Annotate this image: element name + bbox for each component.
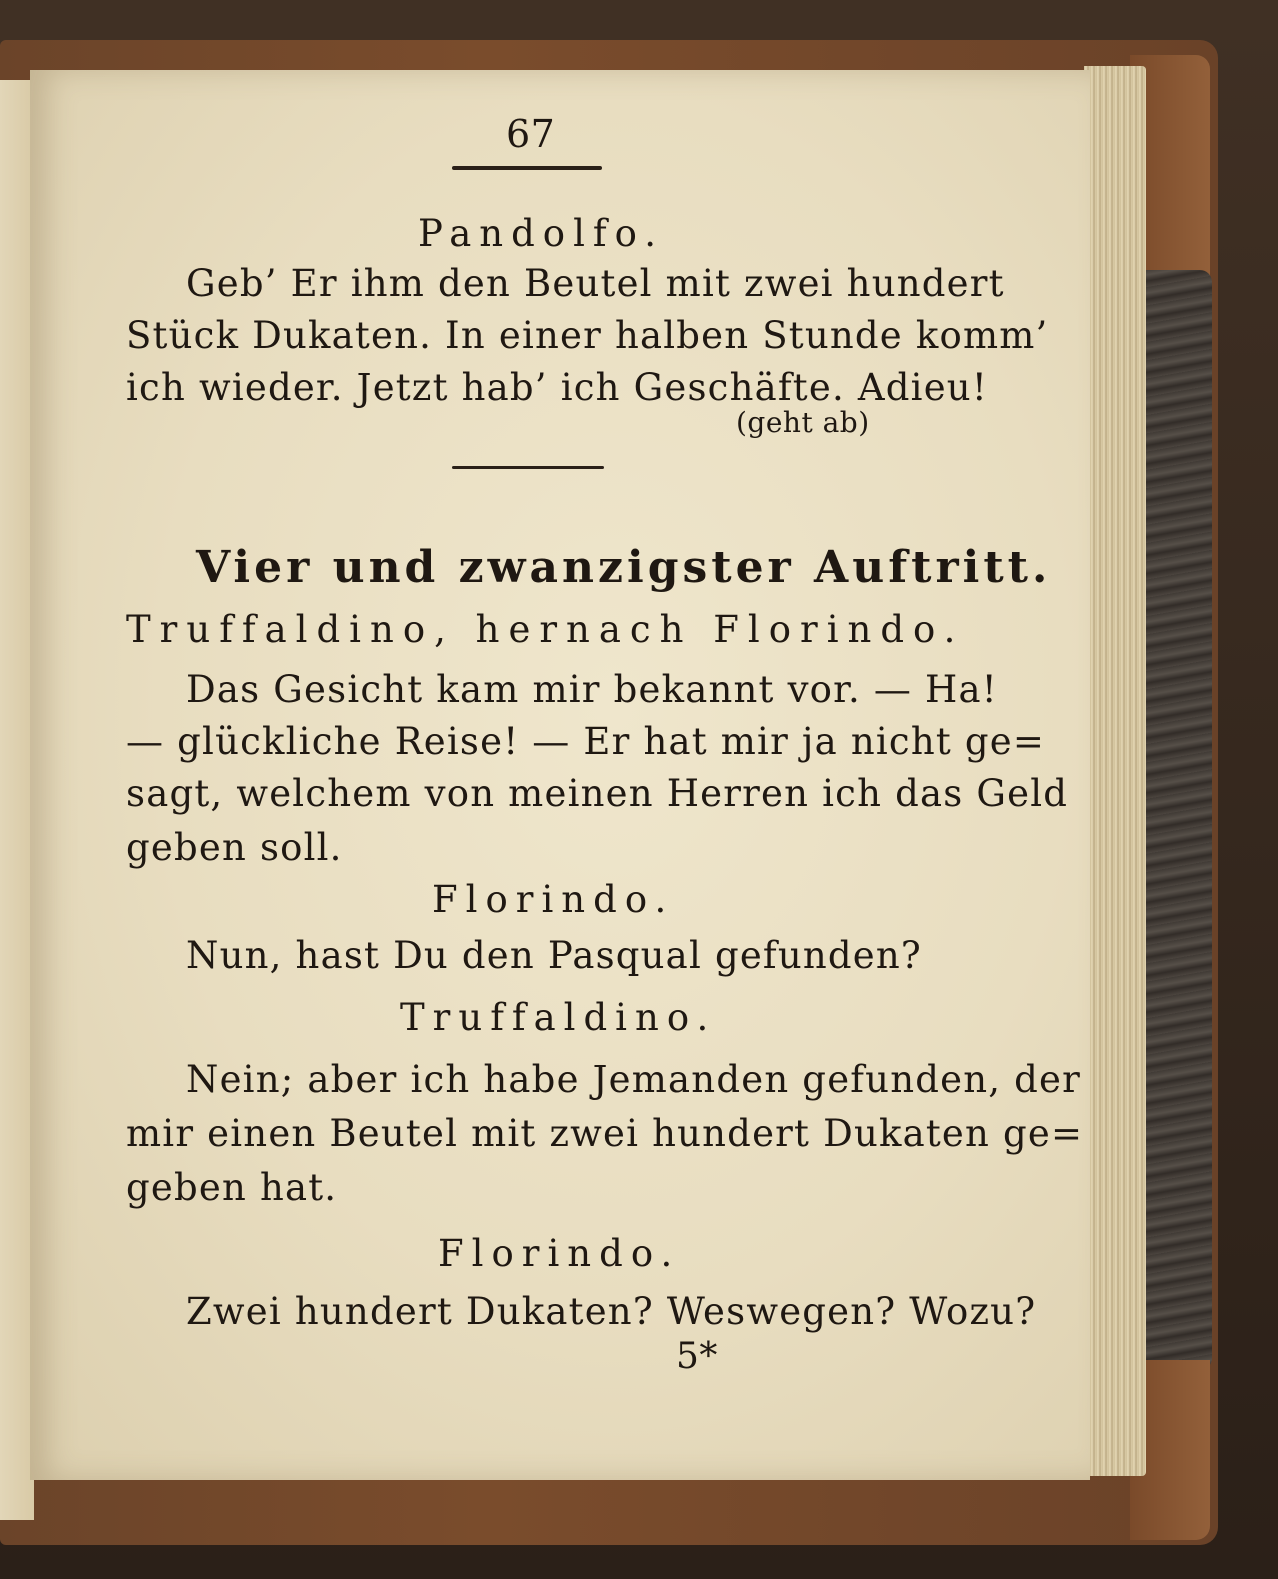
- speaker-florindo: Florindo.: [432, 878, 675, 921]
- speech-line: Geb’ Er ihm den Beutel mit zwei hundert: [186, 262, 1005, 305]
- speaker-pandolfo: Pandolfo.: [418, 212, 664, 255]
- scene-heading: Vier und zwanzigster Auftritt.: [196, 542, 1052, 593]
- scene-divider: [452, 466, 604, 469]
- page-stack-edges: [1084, 66, 1146, 1476]
- header-rule: [452, 166, 602, 170]
- left-page-edge: [0, 80, 34, 1520]
- speaker-florindo: Florindo.: [438, 1232, 681, 1275]
- speaker-truffaldino: Truffaldino.: [400, 996, 717, 1039]
- signature-mark: 5*: [676, 1336, 718, 1377]
- speech-line: geben hat.: [126, 1166, 338, 1209]
- speech-line: Zwei hundert Dukaten? Weswegen? Wozu?: [186, 1290, 1037, 1333]
- speech-line: Stück Dukaten. In einer halben Stunde komm’: [126, 314, 1049, 357]
- scene-characters: Truffaldino, hernach Florindo.: [126, 608, 965, 651]
- speech-line: Nein; aber ich habe Jemanden gefunden, der: [186, 1058, 1082, 1101]
- speech-line: mir einen Beutel mit zwei hundert Dukaten ge=: [126, 1112, 1084, 1155]
- speech-line: sagt, welchem von meinen Herren ich das Geld: [126, 772, 1069, 815]
- stage-direction: (geht ab): [736, 406, 870, 439]
- speech-line: ich wieder. Jetzt hab’ ich Geschäfte. Adieu!: [126, 366, 988, 409]
- speech-line: Das Gesicht kam mir bekannt vor. — Ha!: [186, 668, 998, 711]
- speech-line: geben soll.: [126, 826, 343, 869]
- speech-line: Nun, hast Du den Pasqual gefunden?: [186, 934, 922, 977]
- cover-marbled-edge: [1140, 270, 1212, 1370]
- speech-line: — glückliche Reise! — Er hat mir ja nicht ge=: [126, 720, 1046, 763]
- page-number: 67: [506, 112, 556, 156]
